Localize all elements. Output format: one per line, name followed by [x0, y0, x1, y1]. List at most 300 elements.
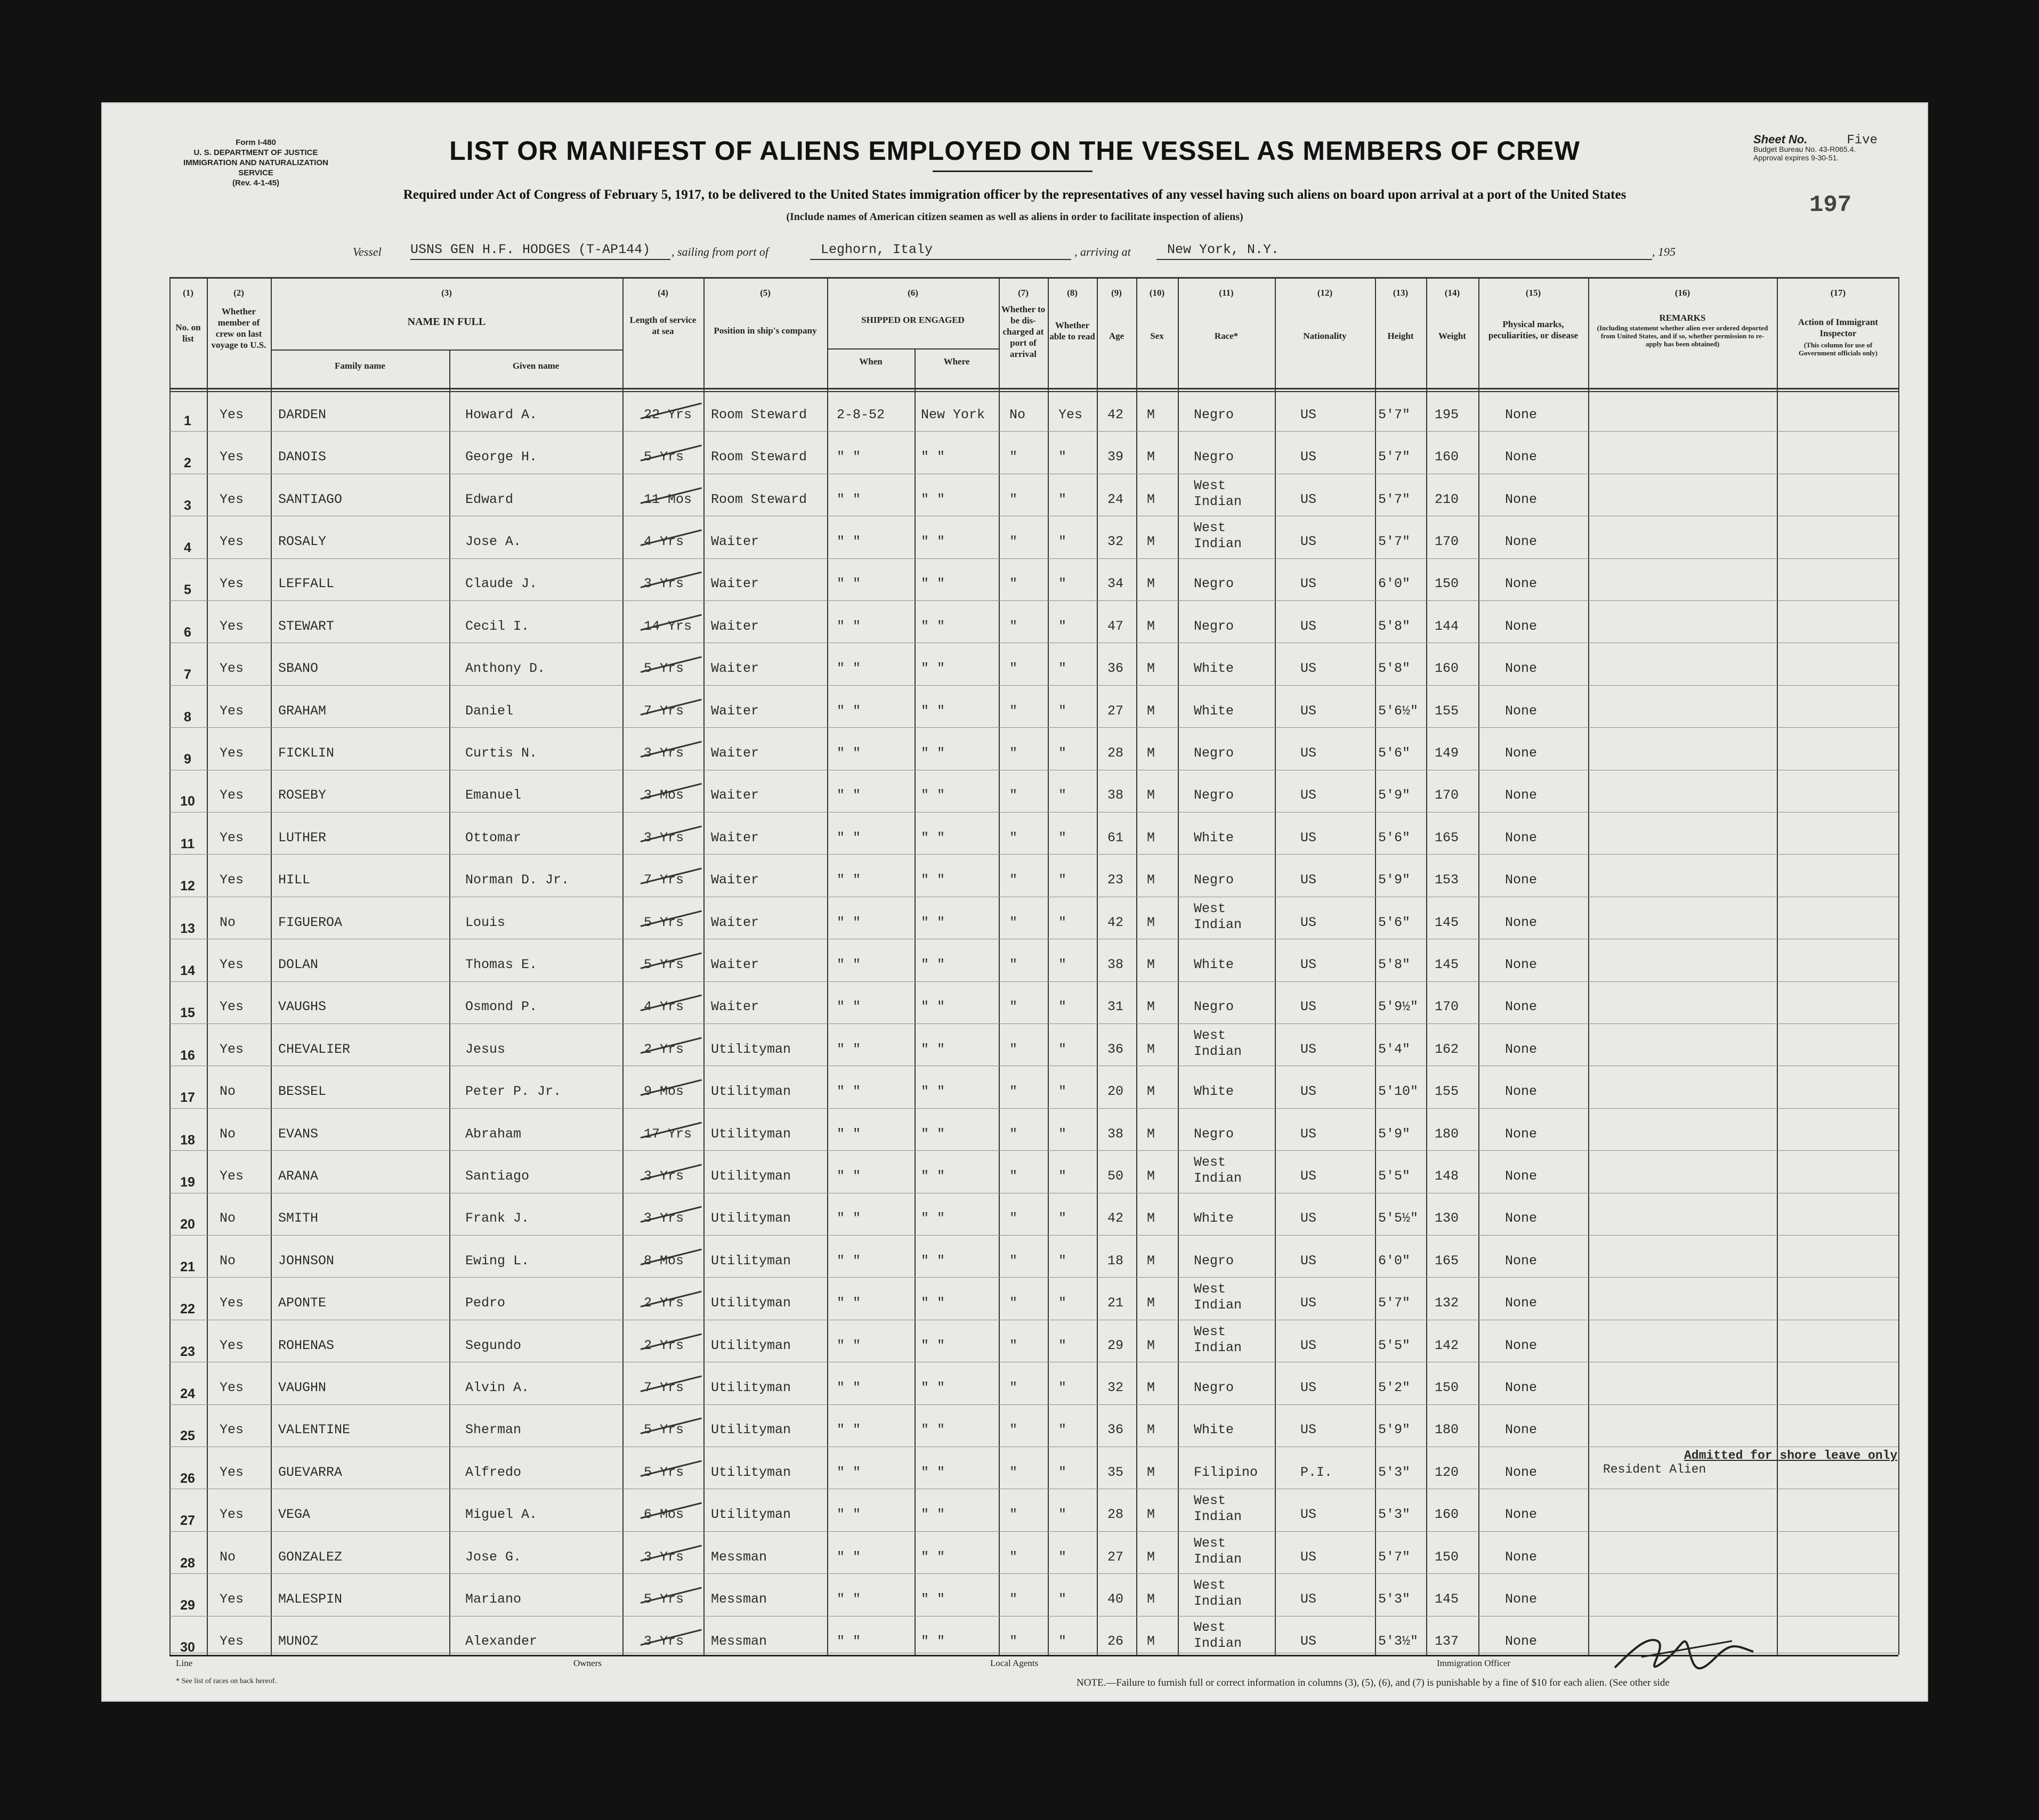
shipped-subheader-rule	[827, 348, 999, 350]
cell-height: 5'8"	[1378, 957, 1411, 972]
cell-service: 5 Yrs	[644, 449, 684, 465]
cell-service: 3 Yrs	[644, 576, 684, 591]
cell-prev: Yes	[220, 661, 244, 676]
col4-num: (4)	[658, 288, 668, 298]
cell-when: " "	[837, 1253, 861, 1269]
cell-where: " "	[921, 1465, 945, 1480]
cell-prev: Yes	[220, 1507, 244, 1522]
cell-weight: 195	[1435, 407, 1459, 423]
cell-nat: US	[1300, 1338, 1317, 1353]
cell-height: 5'6"	[1378, 830, 1411, 846]
cell-position: Room Steward	[711, 449, 807, 465]
cell-height: 5'7"	[1378, 449, 1411, 465]
cell-nat: US	[1300, 1549, 1317, 1565]
cell-race: West Indian	[1194, 1281, 1242, 1313]
cell-position: Utilityman	[711, 1126, 791, 1142]
cell-race: West Indian	[1194, 520, 1242, 551]
cell-sex: M	[1147, 1422, 1155, 1437]
budget-number: Budget Bureau No. 43-R065.4.	[1753, 145, 1856, 153]
row-number: 20	[180, 1217, 195, 1232]
cell-marks: None	[1505, 1380, 1538, 1395]
footer-agents-label: Local Agents	[990, 1658, 1039, 1668]
cell-where: " "	[921, 915, 945, 930]
cell-marks: None	[1505, 872, 1538, 888]
cell-marks: None	[1505, 1126, 1538, 1142]
cell-service: 2 Yrs	[644, 1338, 684, 1353]
cell-prev: Yes	[220, 957, 244, 972]
cell-disch: "	[1009, 1422, 1018, 1437]
cell-disch: "	[1009, 1253, 1018, 1269]
cell-age: 61	[1107, 830, 1124, 846]
cell-sex: M	[1147, 449, 1155, 465]
cell-sex: M	[1147, 745, 1155, 761]
cell-when: " "	[837, 1126, 861, 1142]
cell-weight: 145	[1435, 1591, 1459, 1607]
cell-marks: None	[1505, 1042, 1538, 1057]
cell-read: "	[1058, 1380, 1067, 1395]
column-divider	[1426, 277, 1427, 1655]
cell-where: " "	[921, 1591, 945, 1607]
cell-read: "	[1058, 1168, 1067, 1184]
cell-race: White	[1194, 1422, 1234, 1437]
cell-nat: US	[1300, 1042, 1317, 1057]
cell-position: Room Steward	[711, 492, 807, 507]
column-divider	[1898, 277, 1899, 1655]
cell-read: "	[1058, 1507, 1067, 1522]
cell-weight: 145	[1435, 957, 1459, 972]
cell-prev: Yes	[220, 1168, 244, 1184]
cell-family: GUEVARRA	[278, 1465, 343, 1480]
cell-sex: M	[1147, 830, 1155, 846]
cell-given: Peter P. Jr.	[465, 1084, 562, 1099]
cell-race: West Indian	[1194, 1535, 1242, 1567]
cell-nat: US	[1300, 661, 1317, 676]
cell-service: 3 Mos	[644, 787, 684, 803]
cell-read: "	[1058, 1338, 1067, 1353]
cell-where: " "	[921, 576, 945, 591]
cell-family: EVANS	[278, 1126, 319, 1142]
row-number: 11	[180, 836, 195, 851]
subtitle-note: (Include names of American citizen seamen as well as aliens in order to facilitate inspection of aliens)	[786, 211, 1243, 223]
cell-prev: Yes	[220, 1380, 244, 1395]
row-number: 17	[180, 1090, 195, 1105]
cell-nat: US	[1300, 1422, 1317, 1437]
cell-nat: US	[1300, 703, 1317, 719]
cell-read: "	[1058, 1634, 1067, 1649]
cell-disch: "	[1009, 492, 1018, 507]
cell-given: Anthony D.	[465, 661, 546, 676]
cell-read: "	[1058, 745, 1067, 761]
cell-nat: US	[1300, 492, 1317, 507]
col9-label: Age	[1108, 331, 1124, 341]
cell-disch: "	[1009, 619, 1018, 634]
cell-race: West Indian	[1194, 901, 1242, 932]
cell-service: 4 Yrs	[644, 999, 684, 1014]
footer-line-label: Line	[176, 1658, 193, 1668]
cell-age: 34	[1107, 576, 1124, 591]
cell-given: Sherman	[465, 1422, 522, 1437]
cell-height: 5'9"	[1378, 1126, 1411, 1142]
cell-nat: US	[1300, 1253, 1317, 1269]
cell-height: 6'0"	[1378, 1253, 1411, 1269]
cell-height: 5'9"	[1378, 787, 1411, 803]
cell-prev: Yes	[220, 407, 244, 423]
cell-disch: "	[1009, 1126, 1018, 1142]
cell-when: " "	[837, 1465, 861, 1480]
cell-disch: "	[1009, 999, 1018, 1014]
cell-weight: 132	[1435, 1295, 1459, 1311]
cell-where: " "	[921, 1549, 945, 1565]
cell-age: 23	[1107, 872, 1124, 888]
cell-family: DANOIS	[278, 449, 327, 465]
subtitle: Required under Act of Congress of February 5, 1917, to be delivered to the United States immigration officer by the representatives of any vessel having such aliens on board upon arrival at a port of the United States	[403, 188, 1627, 202]
col17-sub: (This column for use of Government officials only)	[1798, 341, 1878, 357]
cell-given: Mariano	[465, 1591, 522, 1607]
cell-position: Waiter	[711, 830, 759, 846]
cell-prev: No	[220, 1549, 236, 1565]
cell-given: Santiago	[465, 1168, 530, 1184]
cell-height: 5'4"	[1378, 1042, 1411, 1057]
col16-num: (16)	[1674, 288, 1690, 298]
cell-read: "	[1058, 872, 1067, 888]
cell-marks: None	[1505, 534, 1538, 549]
cell-marks: None	[1505, 1084, 1538, 1099]
cell-where: " "	[921, 703, 945, 719]
cell-read: "	[1058, 787, 1067, 803]
cell-given: Ewing L.	[465, 1253, 530, 1269]
cell-age: 39	[1107, 449, 1124, 465]
cell-prev: Yes	[220, 1465, 244, 1480]
cell-read: "	[1058, 830, 1067, 846]
cell-disch: "	[1009, 703, 1018, 719]
cell-read: "	[1058, 1210, 1067, 1226]
cell-marks: None	[1505, 745, 1538, 761]
cell-disch: "	[1009, 1295, 1018, 1311]
cell-nat: US	[1300, 1634, 1317, 1649]
cell-weight: 180	[1435, 1126, 1459, 1142]
cell-when: " "	[837, 1422, 861, 1437]
cell-read: "	[1058, 999, 1067, 1014]
col4-label: Length of service at sea	[629, 315, 697, 336]
cell-weight: 145	[1435, 915, 1459, 930]
cell-position: Waiter	[711, 619, 759, 634]
cell-sex: M	[1147, 1549, 1155, 1565]
row-number: 23	[180, 1344, 195, 1359]
cell-read: "	[1058, 1084, 1067, 1099]
cell-where: " "	[921, 1084, 945, 1099]
cell-service: 5 Yrs	[644, 1591, 684, 1607]
cell-read: "	[1058, 1042, 1067, 1057]
cell-read: "	[1058, 492, 1067, 507]
cell-race: Negro	[1194, 619, 1234, 634]
cell-given: Claude J.	[465, 576, 538, 591]
cell-position: Room Steward	[711, 407, 807, 423]
cell-prev: Yes	[220, 1634, 244, 1649]
cell-sex: M	[1147, 492, 1155, 507]
row-divider	[169, 854, 1898, 855]
cell-age: 38	[1107, 787, 1124, 803]
form-number: Form I-480	[236, 138, 276, 147]
row-number: 30	[180, 1640, 195, 1655]
cell-position: Messman	[711, 1591, 767, 1607]
cell-where: " "	[921, 1168, 945, 1184]
cell-given: Osmond P.	[465, 999, 538, 1014]
footer-officer-label: Immigration Officer	[1437, 1658, 1511, 1668]
cell-sex: M	[1147, 1168, 1155, 1184]
cell-read: "	[1058, 703, 1067, 719]
cell-service: 5 Yrs	[644, 915, 684, 930]
cell-race: Filipino	[1194, 1465, 1258, 1480]
cell-family: SANTIAGO	[278, 492, 343, 507]
cell-read: "	[1058, 1465, 1067, 1480]
cell-when: " "	[837, 1338, 861, 1353]
cell-when: " "	[837, 1168, 861, 1184]
cell-read: "	[1058, 576, 1067, 591]
cell-family: FIGUEROA	[278, 915, 343, 930]
cell-age: 18	[1107, 1253, 1124, 1269]
cell-when: " "	[837, 915, 861, 930]
cell-where: " "	[921, 1126, 945, 1142]
col16-label: REMARKS	[1659, 313, 1706, 323]
cell-prev: Yes	[220, 449, 244, 465]
cell-service: 4 Yrs	[644, 534, 684, 549]
sheet-info-block	[1753, 135, 1913, 162]
cell-race: Negro	[1194, 745, 1234, 761]
cell-sex: M	[1147, 872, 1155, 888]
cell-disch: No	[1009, 407, 1026, 423]
row-number: 6	[184, 625, 191, 640]
cell-weight: 170	[1435, 534, 1459, 549]
cell-disch: "	[1009, 661, 1018, 676]
cell-sex: M	[1147, 407, 1155, 423]
cell-nat: US	[1300, 787, 1317, 803]
col7-num: (7)	[1018, 288, 1029, 298]
row-divider	[169, 558, 1898, 559]
row-number: 1	[184, 413, 191, 428]
cell-height: 5'7"	[1378, 1549, 1411, 1565]
cell-race: Negro	[1194, 576, 1234, 591]
cell-position: Utilityman	[711, 1338, 791, 1353]
row-divider	[169, 1150, 1898, 1151]
cell-prev: Yes	[220, 492, 244, 507]
cell-prev: Yes	[220, 1338, 244, 1353]
cell-weight: 155	[1435, 703, 1459, 719]
col15-label: Physical marks, peculiarities, or disease	[1488, 319, 1579, 340]
cell-race: West Indian	[1194, 1155, 1242, 1186]
cell-weight: 142	[1435, 1338, 1459, 1353]
cell-age: 42	[1107, 1210, 1124, 1226]
cell-age: 29	[1107, 1338, 1124, 1353]
cell-height: 5'9"	[1378, 1422, 1411, 1437]
cell-disch: "	[1009, 957, 1018, 972]
cell-service: 11 Mos	[644, 492, 692, 507]
col3-label: NAME IN FULL	[407, 316, 486, 328]
cell-nat: US	[1300, 1126, 1317, 1142]
cell-disch: "	[1009, 830, 1018, 846]
cell-disch: "	[1009, 534, 1018, 549]
cell-nat: US	[1300, 830, 1317, 846]
cell-height: 5'3½"	[1378, 1634, 1419, 1649]
cell-nat: US	[1300, 915, 1317, 930]
cell-given: Jose A.	[465, 534, 522, 549]
row-number: 25	[180, 1428, 195, 1443]
row-number: 12	[180, 879, 195, 893]
cell-sex: M	[1147, 534, 1155, 549]
cell-weight: 130	[1435, 1210, 1459, 1226]
cell-race: Negro	[1194, 872, 1234, 888]
cell-height: 5'8"	[1378, 661, 1411, 676]
cell-where: " "	[921, 830, 945, 846]
cell-service: 14 Yrs	[644, 619, 692, 634]
column-divider	[1375, 277, 1376, 1655]
row-divider	[169, 727, 1898, 728]
cell-weight: 170	[1435, 787, 1459, 803]
cell-disch: "	[1009, 1168, 1018, 1184]
cell-age: 38	[1107, 1126, 1124, 1142]
cell-marks: None	[1505, 492, 1538, 507]
cell-position: Waiter	[711, 661, 759, 676]
cell-age: 42	[1107, 915, 1124, 930]
row-divider	[169, 1277, 1898, 1278]
cell-prev: Yes	[220, 999, 244, 1014]
cell-age: 27	[1107, 1549, 1124, 1565]
sailing-port-value: Leghorn, Italy	[821, 242, 933, 257]
cell-family: CHEVALIER	[278, 1042, 351, 1057]
cell-age: 26	[1107, 1634, 1124, 1649]
cell-service: 17 Yrs	[644, 1126, 692, 1142]
cell-prev: Yes	[220, 1042, 244, 1057]
row-number: 21	[180, 1260, 195, 1274]
cell-weight: 160	[1435, 1507, 1459, 1522]
cell-age: 31	[1107, 999, 1124, 1014]
col2-label: Whether member of crew on last voyage to U.S.	[211, 306, 266, 350]
cell-read: "	[1058, 1591, 1067, 1607]
cell-age: 28	[1107, 745, 1124, 761]
row-number: 29	[180, 1598, 195, 1613]
cell-sex: M	[1147, 1042, 1155, 1057]
cell-marks: None	[1505, 1253, 1538, 1269]
cell-disch: "	[1009, 1591, 1018, 1607]
cell-where: " "	[921, 872, 945, 888]
cell-height: 5'7"	[1378, 407, 1411, 423]
cell-read: "	[1058, 915, 1067, 930]
cell-sex: M	[1147, 1338, 1155, 1353]
cell-when: 2-8-52	[837, 407, 885, 423]
cell-height: 5'9"	[1378, 872, 1411, 888]
arriving-port-value: New York, N.Y.	[1167, 242, 1280, 257]
cell-when: " "	[837, 619, 861, 634]
cell-when: " "	[837, 492, 861, 507]
cell-position: Utilityman	[711, 1465, 791, 1480]
cell-nat: US	[1300, 1591, 1317, 1607]
cell-weight: 160	[1435, 449, 1459, 465]
col8-num: (8)	[1067, 288, 1078, 298]
cell-prev: No	[220, 915, 236, 930]
vessel-value: USNS GEN H.F. HODGES (T-AP144)	[410, 242, 651, 257]
cell-family: GRAHAM	[278, 703, 327, 719]
cell-prev: Yes	[220, 787, 244, 803]
cell-position: Utilityman	[711, 1042, 791, 1057]
cell-marks: None	[1505, 576, 1538, 591]
row-divider	[169, 981, 1898, 982]
cell-marks: None	[1505, 1465, 1538, 1480]
cell-where: " "	[921, 449, 945, 465]
cell-sex: M	[1147, 787, 1155, 803]
service-name: IMMIGRATION AND NATURALIZATION SERVICE	[183, 158, 328, 177]
row-number: 2	[184, 456, 191, 470]
races-note: * See list of races on back hereof.	[176, 1677, 277, 1685]
cell-family: ROHENAS	[278, 1338, 335, 1353]
cell-prev: Yes	[220, 534, 244, 549]
cell-where: " "	[921, 1380, 945, 1395]
row-divider	[169, 685, 1898, 686]
cell-prev: Yes	[220, 872, 244, 888]
cell-weight: 160	[1435, 661, 1459, 676]
cell-given: Howard A.	[465, 407, 538, 423]
cell-sex: M	[1147, 1465, 1155, 1480]
column-divider	[915, 348, 916, 1655]
cell-age: 20	[1107, 1084, 1124, 1099]
department: U. S. DEPARTMENT OF JUSTICE	[193, 148, 318, 157]
cell-family: FICKLIN	[278, 745, 335, 761]
cell-nat: US	[1300, 1168, 1317, 1184]
row-number: 26	[180, 1471, 195, 1486]
row-number: 28	[180, 1556, 195, 1571]
cell-read: "	[1058, 1549, 1067, 1565]
column-divider	[1275, 277, 1276, 1655]
cell-sex: M	[1147, 1295, 1155, 1311]
cell-position: Messman	[711, 1549, 767, 1565]
cell-read: "	[1058, 534, 1067, 549]
cell-prev: Yes	[220, 576, 244, 591]
cell-family: LEFFALL	[278, 576, 335, 591]
cell-disch: "	[1009, 1549, 1018, 1565]
col14-num: (14)	[1444, 288, 1460, 298]
cell-where: " "	[921, 1507, 945, 1522]
row-divider	[169, 1023, 1898, 1024]
cell-when: " "	[837, 1042, 861, 1057]
cell-when: " "	[837, 576, 861, 591]
cell-read: "	[1058, 1126, 1067, 1142]
cell-age: 36	[1107, 1042, 1124, 1057]
cell-height: 5'3"	[1378, 1591, 1411, 1607]
cell-height: 5'7"	[1378, 1295, 1411, 1311]
cell-sex: M	[1147, 1507, 1155, 1522]
cell-nat: US	[1300, 957, 1317, 972]
cell-position: Waiter	[711, 576, 759, 591]
cell-disch: "	[1009, 1338, 1018, 1353]
cell-nat: US	[1300, 449, 1317, 465]
cell-marks: None	[1505, 1422, 1538, 1437]
cell-prev: No	[220, 1210, 236, 1226]
col6-where: Where	[943, 356, 970, 367]
cell-weight: 150	[1435, 576, 1459, 591]
row-number: 19	[180, 1175, 195, 1190]
col15-num: (15)	[1525, 288, 1541, 298]
cell-weight: 162	[1435, 1042, 1459, 1057]
name-subheader-rule	[449, 350, 622, 351]
cell-position: Waiter	[711, 915, 759, 930]
cell-nat: US	[1300, 576, 1317, 591]
cell-marks: None	[1505, 1549, 1538, 1565]
row-number: 7	[184, 667, 191, 682]
cell-given: George H.	[465, 449, 538, 465]
cell-race: West Indian	[1194, 1578, 1242, 1609]
column-divider	[449, 350, 450, 1655]
cell-where: " "	[921, 1042, 945, 1057]
cell-given: Cecil I.	[465, 619, 530, 634]
cell-where: " "	[921, 1210, 945, 1226]
